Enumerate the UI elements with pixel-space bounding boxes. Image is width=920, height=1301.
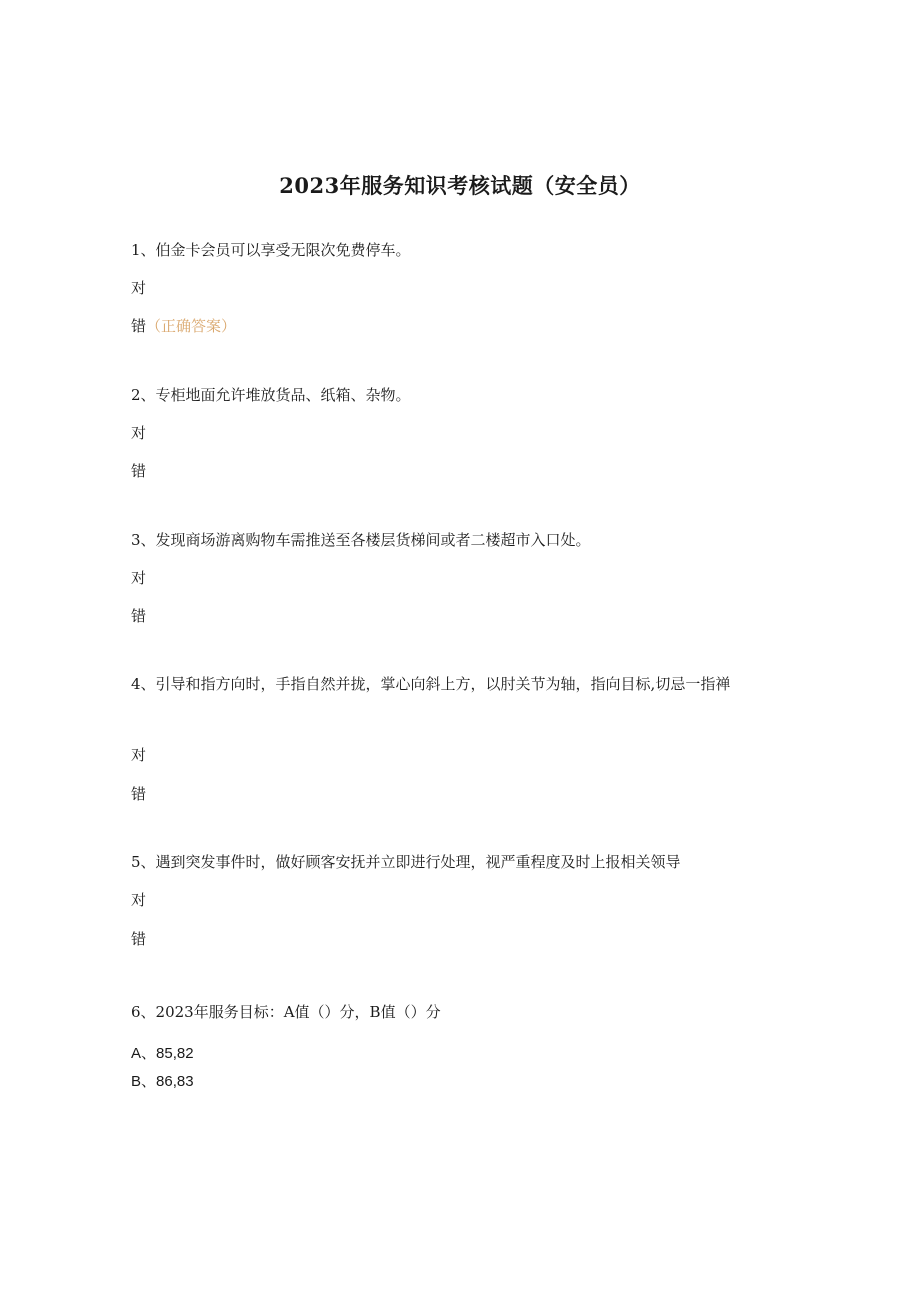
question-3-text: 3、发现商场游离购物车需推送至各楼层货梯间或者二楼超市入口处。	[131, 531, 591, 549]
question-6-text: 6、2023年服务目标：A值（）分，B值（）分	[131, 1003, 441, 1021]
question-1-option-true[interactable]: 对	[131, 279, 147, 297]
question-1-text: 1、伯金卡会员可以享受无限次免费停车。	[131, 241, 411, 259]
question-6-option-b[interactable]: B、86,83	[131, 1073, 194, 1090]
question-5-option-false[interactable]: 错	[131, 930, 147, 948]
question-3-option-true[interactable]: 对	[131, 569, 147, 587]
question-4-option-true[interactable]: 对	[131, 746, 147, 764]
question-4-option-false[interactable]: 错	[131, 785, 147, 803]
option-label: 错	[131, 317, 147, 335]
question-2-option-true[interactable]: 对	[131, 424, 147, 442]
question-6-option-a[interactable]: A、85,82	[131, 1045, 194, 1062]
question-2-option-false[interactable]: 错	[131, 462, 147, 480]
question-5-option-true[interactable]: 对	[131, 891, 147, 909]
page-title: 2023年服务知识考核试题（安全员）	[279, 173, 641, 198]
question-5-text: 5、遇到突发事件时，做好顾客安抚并立即进行处理，视严重程度及时上报相关领导	[131, 853, 681, 871]
correct-answer-tag: （正确答案）	[146, 317, 237, 335]
question-2-text: 2、专柜地面允许堆放货品、纸箱、杂物。	[131, 386, 411, 404]
question-4-text: 4、引导和指方向时，手指自然并拢，掌心向斜上方，以肘关节为轴，指向目标,切忌一指禅	[131, 675, 731, 693]
question-1-option-false[interactable]	[131, 316, 236, 336]
question-3-option-false[interactable]: 错	[131, 607, 147, 625]
